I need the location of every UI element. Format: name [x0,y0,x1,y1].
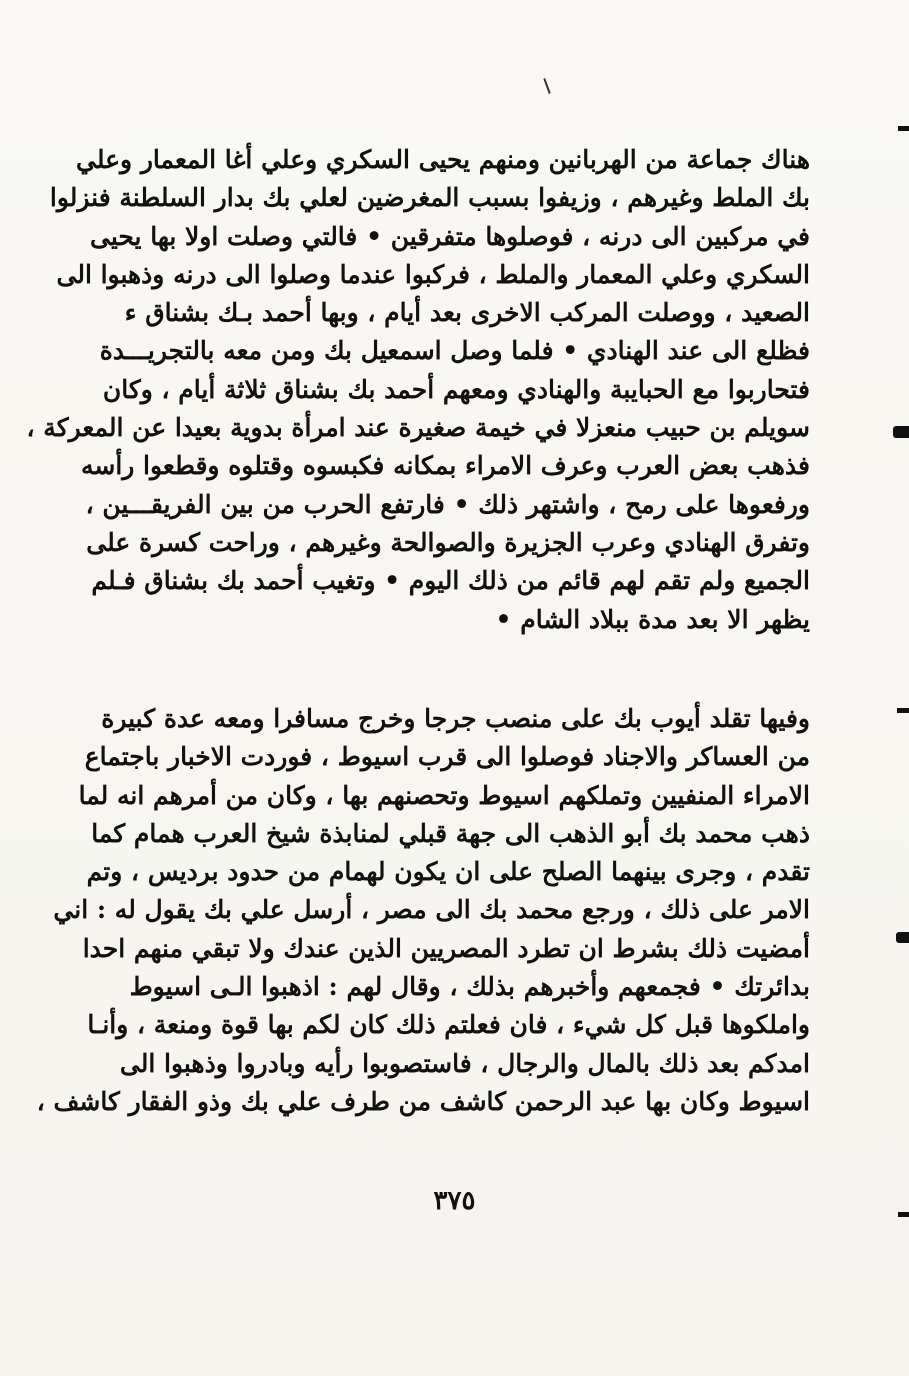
text-line: امدكم بعد ذلك بالمال والرجال ، فاستصوبوا رأيه وبادروا وذهبوا الى [119,1048,810,1078]
margin-mark [897,708,909,713]
margin-mark [898,126,909,131]
text-line: تقدم ، وجرى بينهما الصلح على ان يكون لهمام من حدود برديس ، وتم [86,857,810,887]
text-line: وفيها تقلد أيوب بك على منصب جرجا وخرج مسافرا ومعه عدة كبيرة [101,704,810,733]
text-line: بدائرتك • فجمعهم وأخبرهم بذلك ، وقال لهم : اذهبوا الـى اسيوط [129,972,810,1002]
margin-mark [896,932,909,943]
text-line: ورفعوها على رمح ، واشتهر ذلك • فارتفع الحرب من بين الفريقـــين ، [85,489,810,519]
stray-mark [543,78,550,94]
text-line: من العساكر والاجناد فوصلوا الى قرب اسيوط ، فوردت الاخبار باجتماع [84,742,810,772]
text-line: فظلع الى عند الهنادي • فلما وصل اسمعيل بك ومن معه بالتجريـــدة [99,336,810,366]
text-line: في مركبين الى درنه ، فوصلوها متفرقين • فالتي وصلت اولا بها يحيى [90,221,810,251]
text-line: الصعيد ، ووصلت المركب الاخرى بعد أيام ، وبها أحمد بـك بشناق ء [124,298,810,328]
margin-mark [893,426,909,438]
text-line: فذهب بعض العرب وعرف الامراء بمكانه فكبسوه وقتلوه وقطعوا رأسه [80,451,810,481]
paragraph-1 [26,141,810,639]
text-line: واملكوها قبل كل شيء ، فان فعلتم ذلك كان لكم بها قوة ومنعة ، وأنـا [87,1010,810,1040]
text-line: بك الملط وغيرهم ، وزيفوا بسبب المغرضين لعلي بك بدار السلطنة فنزلوا [49,183,810,213]
text-line: الجميع ولم تقم لهم قائم من ذلك اليوم • وتغيب أحمد بك بشناق فـلم [91,566,810,596]
margin-mark [898,1212,909,1217]
text-line: أمضيت ذلك بشرط ان تطرد المصريين الذين عندك ولا تبقي منهم احدا [82,933,810,963]
text-line: السكري وعلي المعمار والملط ، فركبوا عندما وصلوا الى درنه وذهبوا الى [56,259,810,289]
paragraph-2 [36,700,810,1121]
text-line: ذهب محمد بك أبو الذهب الى جهة قبلي لمنابذة شيخ العرب همام كما [91,818,810,848]
page-number: ٣٧٥ [433,1186,476,1216]
text-line: يظهر الا بعد مدة ببلاد الشام • [495,604,810,634]
text-line: الامراء المنفيين وتملكهم اسيوط وتحصنهم بها ، وكان من أمرهم انه لما [78,780,810,810]
text-line: هناك جماعة من الهربانين ومنهم يحيى السكري وعلي أغا المعمار وعلي [76,145,810,174]
text-line: فتحاربوا مع الحبايبة والهنادي ومعهم أحمد بك بشناق ثلاثة أيام ، وكان [102,374,810,404]
text-line: وتفرق الهنادي وعرب الجزيرة والصوالحة وغيرهم ، وراحت كسرة على [86,527,810,557]
text-line: سويلم بن حبيب منعزلا في خيمة صغيرة عند امرأة بدوية بعيدا عن المعركة ، [26,413,810,443]
text-line: اسيوط وكان بها عبد الرحمن كاشف من طرف علي بك وذو الفقار كاشف ، [36,1086,810,1116]
text-line: الامر على ذلك ، ورجع محمد بك الى مصر ، أرسل علي بك يقول له : اني [53,895,810,925]
